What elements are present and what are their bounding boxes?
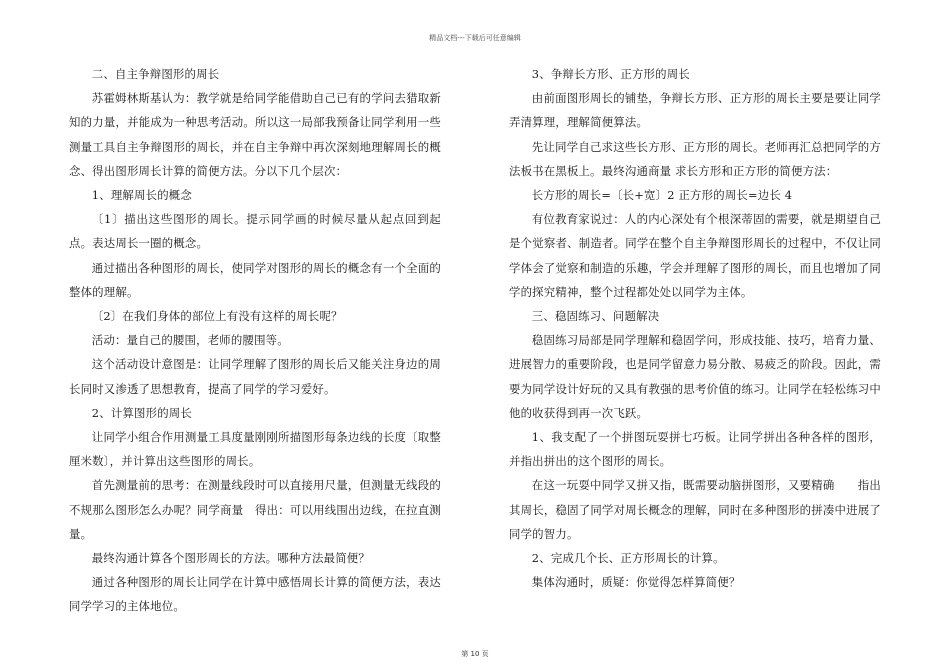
subsection-heading: 3、争辩长方形、正方形的周长	[531, 67, 690, 81]
paragraph: 1、我支配了一个拼图玩耍拼七巧板。让同学拼出各种各样的图形，并指出拼出的这个图形的周长。	[509, 430, 881, 469]
paragraph: 2、完成几个长、正方形周长的计算。	[531, 551, 725, 566]
paragraph: 通过描出各种图形的周长，使同学对图形的周长的概念有一个全面的整体的理解。	[69, 260, 441, 299]
paragraph: 〔1〕描出这些图形的周长。提示同学画的时候尽量从起点回到起点。表达周长一圈的概念。	[69, 212, 441, 251]
left-column	[69, 62, 441, 619]
paragraph: 集体沟通时，质疑：你觉得怎样算简便？	[531, 575, 741, 590]
paragraph: 由前面图形周长的铺垫，争辩长方形、正方形的周长主要是要让同学弄清算理，理解简便算法。	[509, 91, 881, 130]
paragraph: 苏霍姆林斯基认为：教学就是给同学能借助自己已有的学问去猎取新知的力量，并能成为一种思考活动。所以这一局部我预备让同学利用一些测量工具自主争辩图形的周长，并在自主争辩中再次深刻地理解周长的概念、得出图形周长计算的简便方法。分以下几个层次：	[69, 91, 441, 178]
paragraph: 活动：量自己的腰围，老师的腰围等。	[91, 333, 289, 348]
paragraph: 稳固练习局部是同学理解和稳固学问，形成技能、技巧，培育力量、进展智力的重要阶段，也是同学留意力易分散、易疲乏的阶段。因此，需要为同学设计好玩的又具有教强的思考价值的练习。让同学在轻松练习中他的收获得到再一次飞跃。	[509, 333, 881, 420]
paragraph: 通过各种图形的周长让同学在计算中感悟周长计算的简便方法，表达同学学习的主体地位。	[69, 575, 441, 614]
section-heading: 三、稳固练习、问题解决	[531, 309, 660, 324]
right-column	[509, 62, 881, 594]
paragraph: 最终沟通计算各个图形周长的方法。哪种方法最简便？	[91, 551, 370, 566]
subsection-heading: 2、计算图形的周长	[91, 405, 192, 420]
formula-line: 长方形的周长=〔长+宽〕2 正方形的周长=边长 4	[531, 188, 793, 203]
paragraph: 首先测量前的思考：在测量线段时可以直接用尺量，但测量无线段的不规那么图形怎么办呢？同学商量 得出：可以用线围出边线，在拉直测量。	[69, 478, 441, 541]
subsection-heading: 1、理解周长的概念	[91, 188, 192, 203]
page-footer: 第 10 页	[461, 650, 489, 658]
paragraph: 在这一玩耍中同学又拼又指，既需要动脑拼图形，又要精确 指出其周长，稳固了同学对周长概念的理解，同时在多种图形的拼凑中进展了同学的智力。	[509, 478, 881, 541]
paragraph: 先让同学自己求这些长方形、正方形的周长。老师再汇总把同学的方法板书在黑板上。最终沟通商量 求长方形和正方形的简便方法：	[509, 139, 881, 178]
paragraph: 有位教育家说过：人的内心深处有个根深蒂固的需要，就是期望自己是个觉察者、制造者。同学在整个自主争辩图形周长的过程中，不仅让同学体会了觉察和制造的乐趣，学会并理解了图形的周长，而且也增加了同学的探究精神，整个过程都处处以同学为主体。	[509, 212, 881, 299]
paragraph: 〔2〕在我们身体的部位上有没有这样的周长呢？	[91, 309, 343, 324]
paragraph: 这个活动设计意图是：让同学理解了图形的周长后又能关注身边的周长同时又渗透了思想教育，提高了同学的学习爱好。	[69, 357, 441, 396]
section-heading: 二、自主争辩图形的周长	[91, 67, 220, 81]
page-header: 精品文档---下载后可任意编辑	[429, 34, 521, 42]
paragraph: 让同学小组合作用测量工具度量刚刚所描图形每条边线的长度〔取整厘米数〕，并计算出这些图形的周长。	[69, 430, 441, 469]
